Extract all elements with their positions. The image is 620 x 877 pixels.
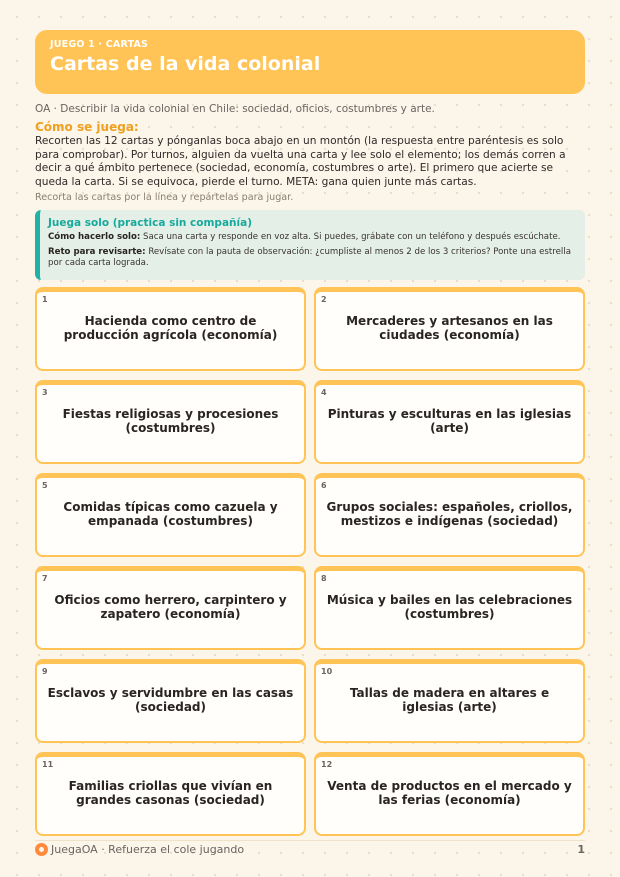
card-text: Fiestas religiosas y procesiones (costumbres): [62, 407, 279, 435]
solo-how-label: Cómo hacerlo solo:: [48, 232, 141, 242]
card-number: 5: [42, 481, 48, 490]
game-card-7: [35, 566, 306, 650]
game-card-5: [35, 473, 306, 557]
card-number: 4: [321, 388, 327, 397]
game-card-2: [314, 287, 585, 371]
card-number: 10: [321, 667, 333, 676]
game-card-12: [314, 752, 585, 836]
card-text: Familias criollas que vivían en grandes casonas (sociedad): [68, 779, 273, 807]
card-number: 1: [42, 295, 48, 304]
page-number: 1: [577, 843, 585, 856]
card-number: 2: [321, 295, 327, 304]
card-number: 7: [42, 574, 48, 583]
solo-review: [48, 247, 575, 270]
learning-objective: OA · Describir la vida colonial en Chile: sociedad, oficios, costumbres y arte.: [35, 103, 435, 115]
footer-divider: [35, 840, 585, 841]
card-number: 3: [42, 388, 48, 397]
solo-title: Juega solo (practica sin compañía): [48, 217, 252, 229]
game-rules: Recorten las 12 cartas y pónganlas boca abajo en un montón (la respuesta entre paréntesis es solo para comprobar). Por turnos, alguien da vuelta una carta y lee solo el elemento; los demás corren a decir a qué ámbito pertenece (sociedad, economía, costumbres o arte). El primero que acierte se queda la carta. Si se equivoca, pierde el turno. META: gana quien junte más cartas.: [35, 135, 566, 188]
cut-note: Recorta las cartas por la línea y repártelas para jugar.: [35, 192, 294, 203]
footer-brand: JuegaOA · Refuerza el cole jugando: [51, 843, 245, 856]
game-card-6: [314, 473, 585, 557]
game-card-10: [314, 659, 585, 743]
game-card-1: [35, 287, 306, 371]
card-text: Esclavos y servidumbre en las casas (sociedad): [47, 686, 294, 714]
game-card-8: [314, 566, 585, 650]
card-number: 9: [42, 667, 48, 676]
card-number: 12: [321, 760, 333, 769]
game-card-11: [35, 752, 306, 836]
solo-how: [48, 232, 575, 244]
card-text: Música y bailes en las celebraciones (costumbres): [326, 593, 573, 621]
card-text: Hacienda como centro de producción agrícola (economía): [63, 314, 278, 342]
brand-logo-icon: [35, 843, 48, 856]
card-text: Tallas de madera en altares e iglesias (arte): [349, 686, 550, 714]
card-text: Pinturas y esculturas en las iglesias (arte): [327, 407, 572, 435]
game-kicker: JUEGO 1 · CARTAS: [50, 39, 149, 50]
page-title: Cartas de la vida colonial: [50, 53, 321, 75]
card-text: Oficios como herrero, carpintero y zapatero (economía): [54, 593, 287, 621]
game-card-9: [35, 659, 306, 743]
card-text: Venta de productos en el mercado y las ferias (economía): [327, 779, 572, 807]
game-card-4: [314, 380, 585, 464]
card-text: Grupos sociales: españoles, criollos, mestizos e indígenas (sociedad): [326, 500, 573, 528]
card-number: 11: [42, 760, 54, 769]
card-text: Comidas típicas como cazuela y empanada (costumbres): [63, 500, 278, 528]
how-to-play-heading: Cómo se juega:: [35, 120, 139, 134]
solo-play-box: [35, 210, 585, 280]
page-header: [35, 30, 585, 94]
card-text: Mercaderes y artesanos en las ciudades (economía): [346, 314, 553, 342]
solo-review-label: Reto para revisarte:: [48, 246, 146, 257]
card-number: 8: [321, 574, 327, 583]
solo-how-text: Saca una carta y responde en voz alta. Si puedes, grábate con un teléfono y después escúchate.: [143, 232, 561, 242]
game-card-3: [35, 380, 306, 464]
solo-review-text: Revísate con la pauta de observación: ¿cumpliste al menos 2 de los 3 criterios? Ponte una estrella por cada carta lograda.: [48, 246, 571, 268]
card-number: 6: [321, 481, 327, 490]
